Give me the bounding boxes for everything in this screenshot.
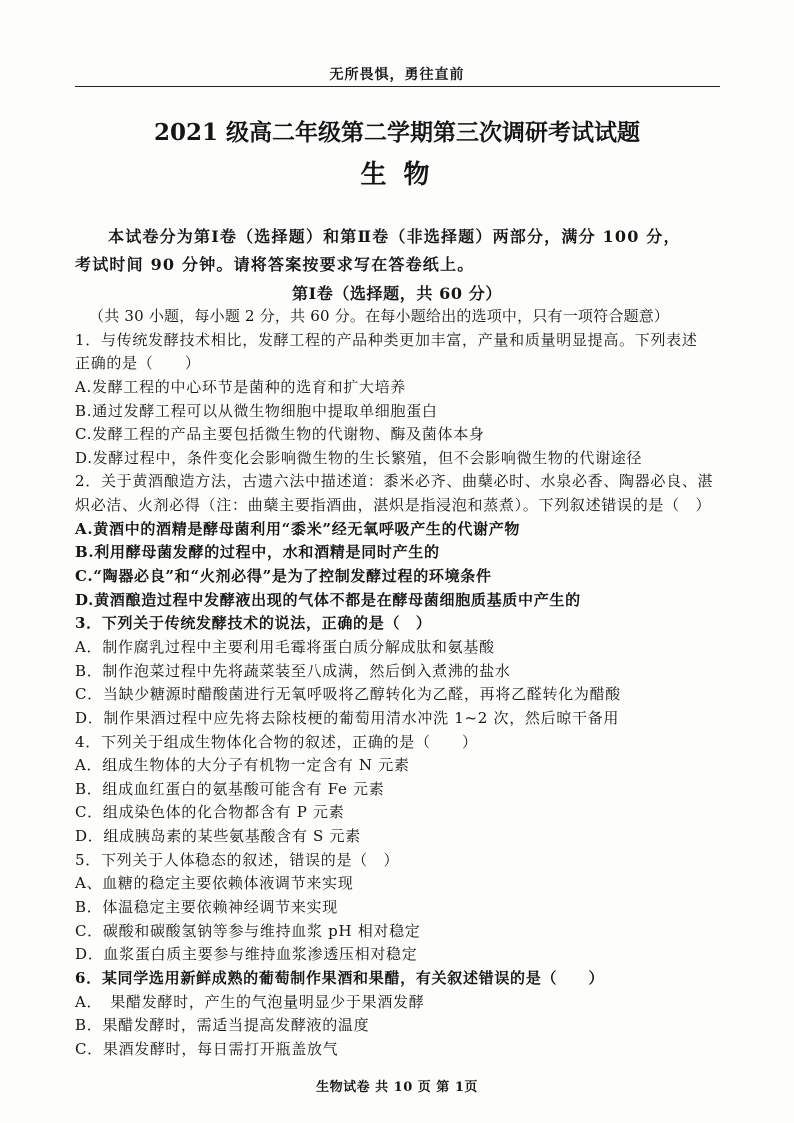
question-stem-line: 5．下列关于人体稳态的叙述，错误的是（ ） [75,850,400,869]
question-stem-line: 正确的是（ ） [75,354,201,373]
section-instructions: （共 30 小题，每小题 2 分，共 60 分。在每小题给出的选项中，只有一项符合题意） [89,307,670,325]
question-3 [75,612,735,730]
option-c: C．碳酸和碳酸氢钠等参与维持血浆 pH 相对稳定 [75,921,421,940]
question-4 [75,731,735,849]
option-c: C．当缺少糖源时醋酸菌进行无氧呼吸将乙醇转化为乙醛，再将乙醛转化为醋酸 [75,685,621,704]
option-a: A． 果醋发酵时，产生的气泡量明显少于果酒发酵 [75,992,425,1011]
option-a: A、血糖的稳定主要依赖体液调节来实现 [75,874,354,893]
option-c: C.发酵工程的产品主要包括微生物的代谢物、酶及菌体本身 [75,425,485,444]
section-heading: 第Ⅰ卷（选择题，共 60 分） [292,284,502,303]
option-d: D．制作果酒过程中应先将去除枝梗的葡萄用清水冲洗 1~2 次，然后晾干备用 [75,708,620,727]
exam-intro [75,223,725,279]
question-stem-line: 6．某同学选用新鲜成熟的葡萄制作果酒和果醋，有关叙述错误的是（ ） [75,968,605,987]
option-d: D．组成胰岛素的某些氨基酸含有 S 元素 [75,827,361,846]
question-6 [75,967,735,1062]
question-stem-line: 1．与传统发酵技术相比，发酵工程的产品种类更加丰富，产量和质量明显提高。下列表述 [75,330,698,349]
question-stem-line: 3．下列关于传统发酵技术的说法，正确的是（ ） [75,614,432,633]
option-c: C．果酒发酵时，每日需打开瓶盖放气 [75,1039,339,1058]
question-2 [75,470,735,612]
option-a: A.发酵工程的中心环节是菌种的选育和扩大培养 [75,377,407,396]
question-stem-line: 炽必洁、火剂必得（注：曲蘖主要指酒曲，湛炽是指浸泡和蒸煮）。下列叙述错误的是（ ） [75,496,712,515]
option-c: C.“陶器必良”和“火剂必得”是为了控制发酵过程的环境条件 [75,567,492,586]
exam-title: 2021 级高二年级第二学期第三次调研考试试题 [153,119,641,146]
option-b: B．组成血红蛋白的氨基酸可能含有 Fe 元素 [75,779,385,798]
header-divider [75,86,720,87]
option-a: A．制作腐乳过程中主要利用毛霉将蛋白质分解成肽和氨基酸 [75,637,495,656]
option-b: B.利用酵母菌发酵的过程中，水和酒精是同时产生的 [75,543,440,562]
option-d: D.发酵过程中，条件变化会影响微生物的生长繁殖，但不会影响微生物的代谢途径 [75,448,643,467]
option-a: A．组成生物体的大分子有机物一定含有 N 元素 [75,756,410,775]
exam-subject: 生 物 [360,160,434,190]
question-1 [75,329,735,471]
question-list [75,305,735,1062]
option-c: C．组成染色体的化合物都含有 P 元素 [75,803,345,822]
intro-line: 本试卷分为第Ⅰ卷（选择题）和第Ⅱ卷（非选择题）两部分，满分 100 分， [108,227,681,246]
option-b: B．果醋发酵时，需适当提高发酵液的温度 [75,1016,370,1035]
intro-line: 考试时间 90 分钟。请将答案按要求写在答卷纸上。 [75,255,475,274]
option-b: B.通过发酵工程可以从微生物细胞中提取单细胞蛋白 [75,401,438,420]
option-a: A.黄酒中的酒精是酵母菌利用“黍米”经无氧呼吸产生的代谢产物 [75,519,521,538]
option-b: B．体温稳定主要依赖神经调节来实现 [75,898,338,917]
question-5 [75,849,735,967]
option-d: D．血浆蛋白质主要参与维持血浆渗透压相对稳定 [75,945,418,964]
question-stem-line: 2．关于黄酒酿造方法，古遗六法中描述道：黍米必齐、曲蘖必时、水泉必香、陶器必良、湛 [75,472,714,491]
option-d: D.黄酒酿造过程中发酵液出现的气体不都是在酵母菌细胞质基质中产生的 [75,590,581,609]
option-b: B．制作泡菜过程中先将蔬菜装至八成满，然后倒入煮沸的盐水 [75,661,511,680]
page-footer: 生物试卷 共 10 页 第 1页 [316,1080,478,1095]
question-stem-line: 4．下列关于组成生物体化合物的叙述，正确的是（ ） [75,732,478,751]
header-motto: 无所畏惧，勇往直前 [329,67,465,83]
